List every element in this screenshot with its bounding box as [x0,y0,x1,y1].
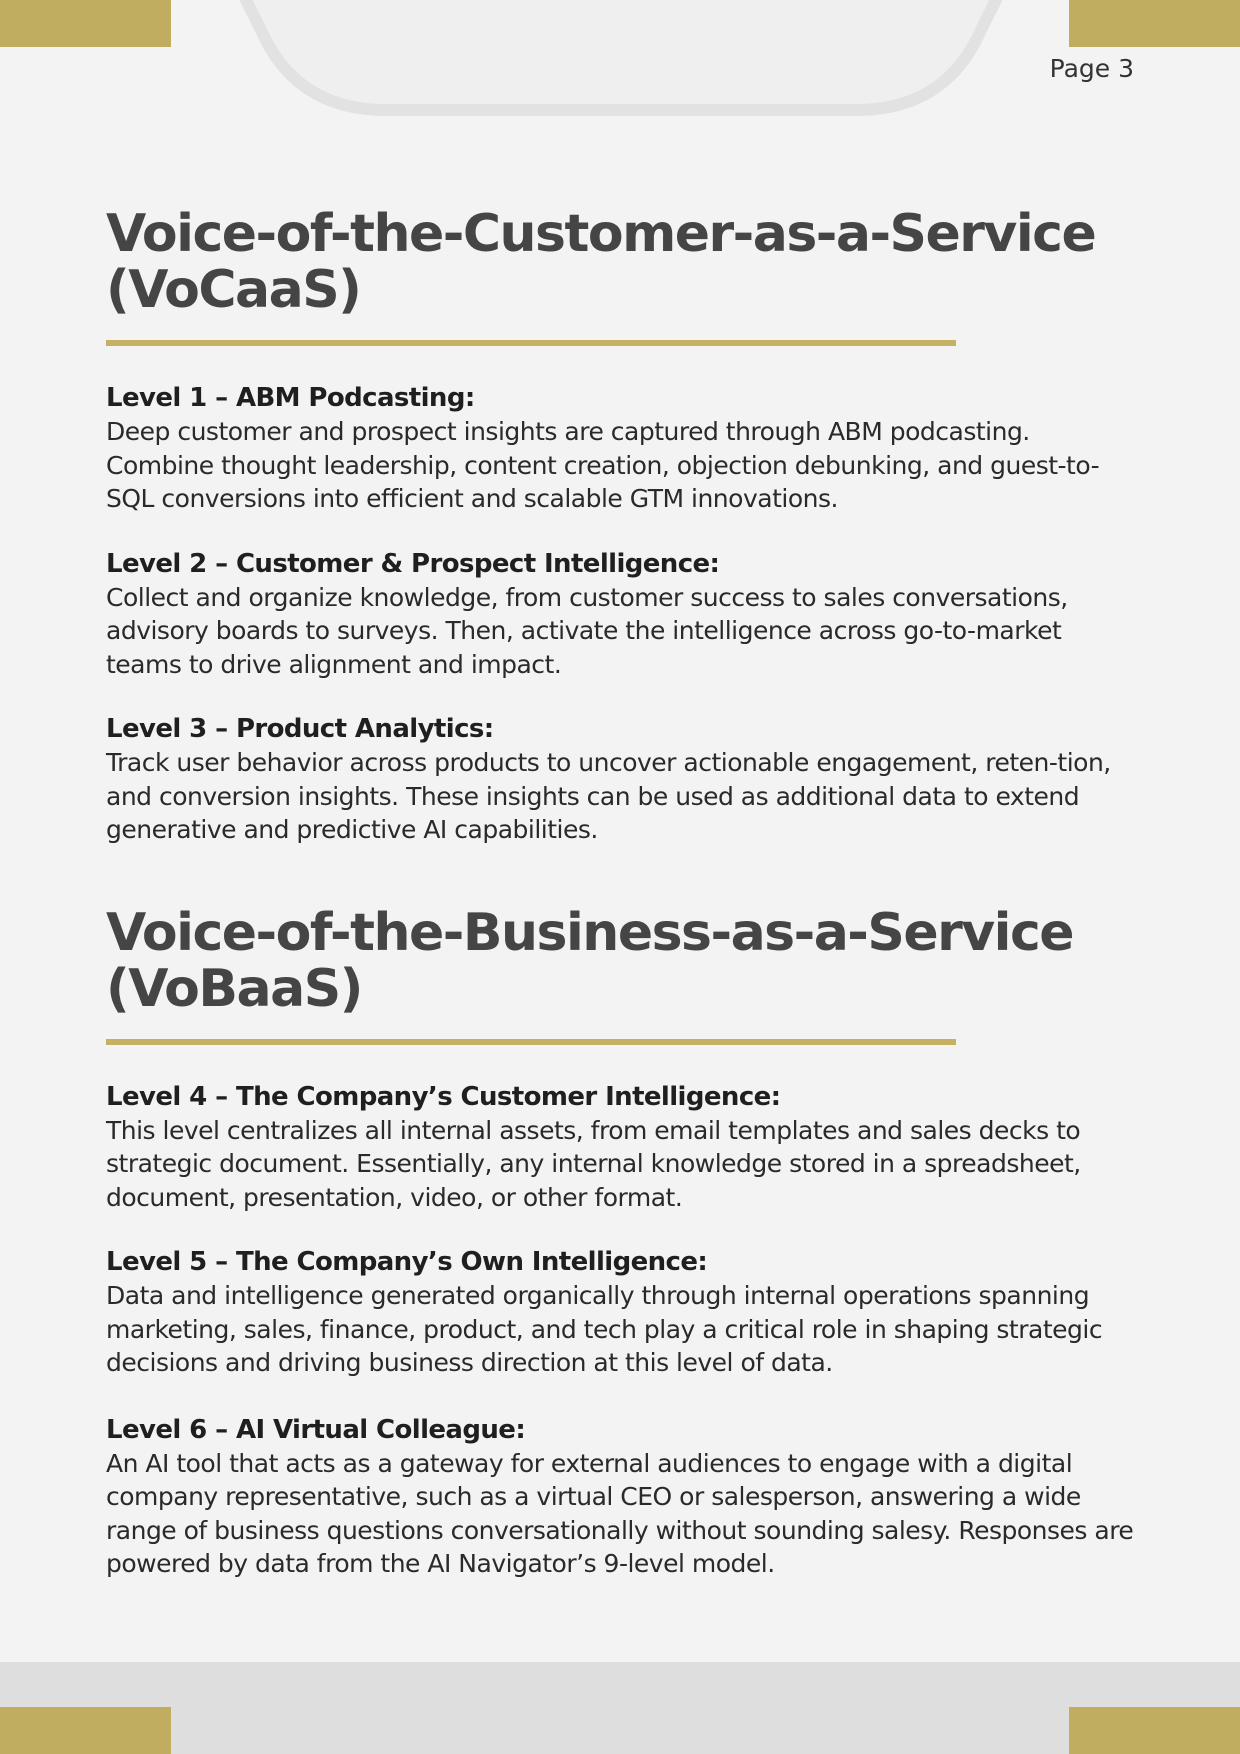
level-item [106,1246,1136,1380]
level-description: An AI tool that acts as a gateway for external audiences to engage with a digital company representative, such as a virtual CEO or salesperson, answering a wide range of business questions conversationally without sounding salesy. Responses are powered by data from the AI Navigator’s 9-level model. [106,1448,1134,1578]
level-heading: Level 4 – The Company’s Customer Intelligence: [106,1081,781,1112]
level-item [106,713,1136,847]
header-tab-decoration [226,0,1016,125]
section-spacer [106,879,1136,905]
section-title-line2: (VoBaaS) [106,958,362,1019]
level-item [106,382,1136,516]
level-description: This level centralizes all internal assets, from email templates and sales decks to strategic document. Essentially, any internal knowledge stored in a spreadsheet, document, presentation, video, or other format. [106,1115,1081,1212]
level-item [106,1414,1136,1581]
level-item [106,548,1136,682]
section-divider [106,340,956,346]
footer-band [0,1662,1240,1754]
section-title-line2: (VoCaaS) [106,260,361,320]
level-item [106,1081,1136,1215]
section-vocaas [106,206,1136,847]
level-heading: Level 3 – Product Analytics: [106,714,494,744]
level-description: Track user behavior across products to uncover actionable engagement, reten-tion, and conversion insights. These insights can be used as additional data to extend generative and predictive AI capabilities. [106,748,1111,844]
level-description: Data and intelligence generated organically through internal operations spanning marketing, sales, finance, product, and tech play a critical role in shaping strategic decisions and driving business direction at this level of data. [106,1281,1103,1377]
corner-accent-bottom-right [1069,1707,1240,1754]
level-heading: Level 2 – Customer & Prospect Intelligence: [106,548,720,579]
page-number: Page 3 [1049,54,1134,83]
level-description: Deep customer and prospect insights are captured through ABM podcasting. Combine thought leadership, content creation, objection debunking, and guest-to-SQL conversions into efficient and scalable GTM innovations. [106,417,1100,513]
level-heading: Level 6 – AI Virtual Colleague: [106,1414,526,1445]
section-title [106,206,1136,318]
level-description: Collect and organize knowledge, from customer success to sales conversations, advisory boards to surveys. Then, activate the intelligence across go-to-market teams to drive alignment and impact. [106,582,1068,679]
section-title-line1: Voice-of-the-Business-as-a-Service [106,902,1074,963]
level-heading: Level 1 – ABM Podcasting: [106,383,475,413]
corner-accent-top-left [0,0,171,47]
section-divider [106,1039,956,1045]
corner-accent-bottom-left [0,1707,171,1754]
section-vobaas [106,902,1136,1581]
document-content [106,206,1136,1613]
section-title-line1: Voice-of-the-Customer-as-a-Service [106,204,1096,264]
section-title [106,902,1136,1019]
corner-accent-top-right [1069,0,1240,47]
level-heading: Level 5 – The Company’s Own Intelligence: [106,1247,708,1277]
